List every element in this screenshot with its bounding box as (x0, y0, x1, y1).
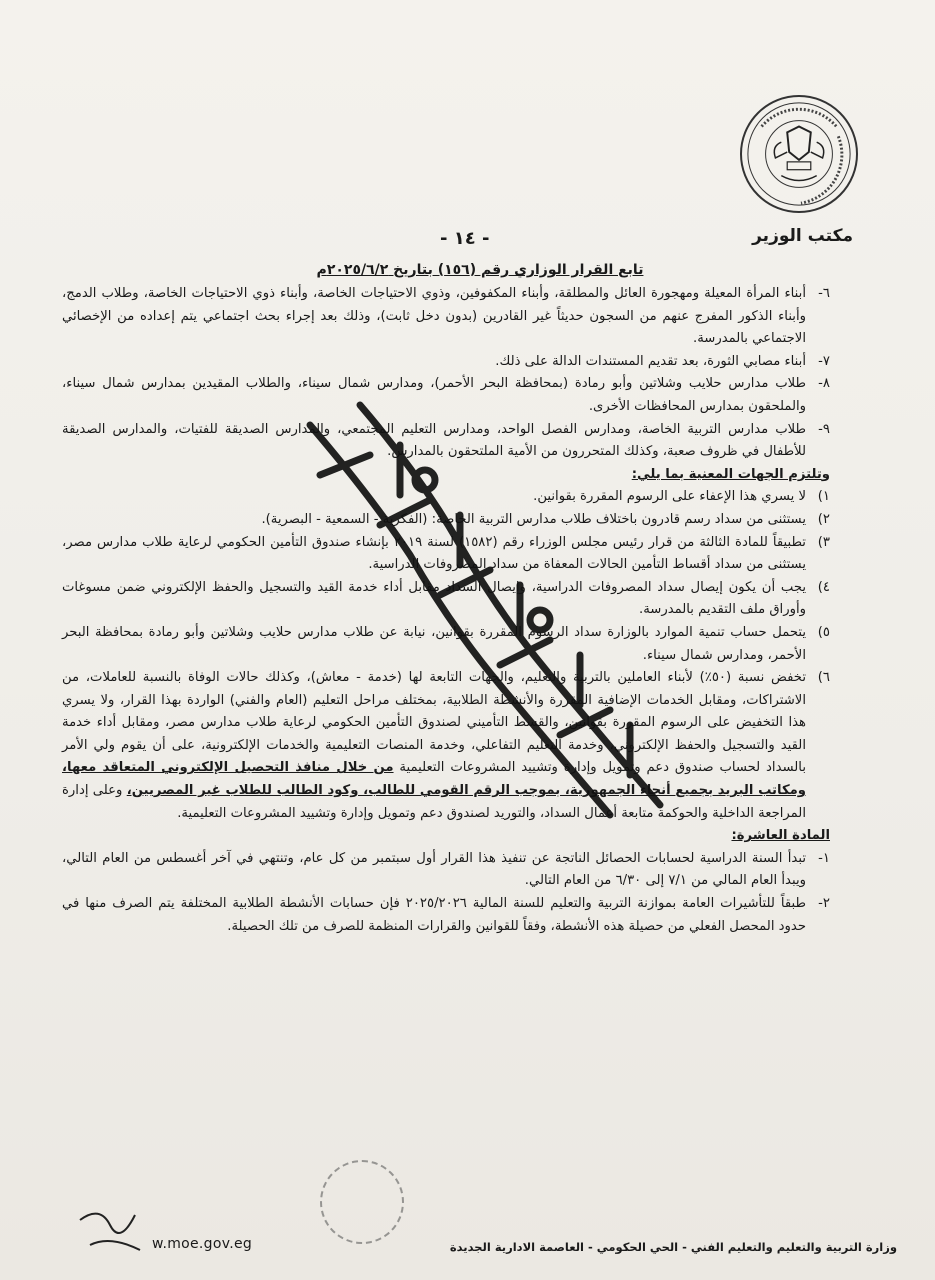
item-text (62, 893, 806, 938)
item-text (62, 848, 806, 893)
item-number: ٥) (817, 624, 830, 640)
item-text (62, 622, 806, 667)
list-item (62, 486, 830, 509)
item-text-part: تبدأ السنة الدراسية لحسابات الحصائل الناتجة عن تنفيذ هذا القرار أول سبتمبر من كل عام، وتنتهي في آخر أغسطس من العام التالي، ويبدأ العام المالي من ٧/١ إلى ٦/٣٠ من العام التالي. (62, 850, 806, 889)
list-item (62, 848, 830, 893)
office-label: مكتب الوزير (752, 226, 853, 246)
item-text (62, 577, 806, 622)
item-text-part: يتحمل حساب تنمية الموارد بالوزارة سداد الرسوم المقررة بقوانين، نيابة عن طلاب مدارس حلايب وشلاتين وأبو رمادة بمحافظة البحر الأحمر، ومدارس شمال سيناء. (62, 624, 806, 663)
item-number: ٤) (817, 579, 830, 595)
item-number: ٦) (817, 670, 830, 686)
item-text (62, 667, 806, 825)
round-seal (320, 1160, 404, 1244)
exemption-list (62, 283, 830, 464)
list-item (62, 351, 830, 374)
item-text-part: تطبيقاً للمادة الثالثة من قرار رئيس مجلس الوزراء رقم (١٥٨٢) لسنة ٢٠١٩ بإنشاء صندوق التأمين الحكومي لرعاية طلاب مدارس مصر، يستثنى من سداد أقساط التأمين الحالات المعفاة من سداد المصروفات الدراسية. (62, 534, 806, 573)
eagle-emblem-icon (742, 96, 856, 212)
item-emphasis: من خلال منافذ التحصيل الإلكتروني المتعاقد معها، ومكاتب البريد بجميع أنحاء الجمهورية، بموجب الرقم القومي للطالب، وكود الطالب للطلاب غير المصريين، (62, 760, 806, 799)
handwritten-signature (70, 1200, 150, 1260)
item-text (62, 351, 806, 374)
item-text (62, 419, 806, 464)
website-url[interactable]: w.moe.gov.eg (152, 1236, 253, 1252)
item-number: ١- (818, 850, 830, 866)
obligations-subheading: وتلتزم الجهات المعنية بما يلي: (631, 466, 830, 482)
item-number: ٣) (817, 534, 830, 550)
page-number: - ١٤ - (440, 228, 490, 249)
item-text-part: يستثنى من سداد رسم قادرون باختلاف طلاب مدارس التربية الخاصة: (الفكرية - السمعية - البصرية). (261, 511, 806, 527)
item-text-part: وعلى إدارة المراجعة الداخلية والحوكمة متابعة أعمال السداد، والتوريد لصندوق دعم وتمويل وإدارة وتشييد المشروعات التعليمية. (62, 783, 806, 821)
list-item (62, 893, 830, 938)
list-item (62, 667, 830, 825)
item-number: ٦- (818, 286, 830, 301)
list-item (62, 373, 830, 418)
item-text-part: لا يسري هذا الإعفاء على الرسوم المقررة بقوانين. (533, 489, 806, 505)
footer-address: وزارة التربية والتعليم والتعليم الفني - الحي الحكومي - العاصمة الادارية الجديدة (449, 1240, 897, 1254)
item-text-part: طلاب مدارس حلايب وشلاتين وأبو رمادة (بمحافظة البحر الأحمر)، ومدارس شمال سيناء، والطلاب المقيدين بمدارس شمال سيناء، والملحقون بمدارس المحافظات الأخرى. (62, 376, 806, 414)
item-text (62, 283, 806, 351)
list-item (62, 419, 830, 464)
item-text-part: يجب أن يكون إيصال سداد المصروفات الدراسية، وإيصال السداد مقابل أداء خدمة القيد والتسجيل والحفظ الإلكتروني ضمن مسوغات وأوراق ملف التقديم بالمدرسة. (62, 579, 806, 618)
item-number: ٢) (817, 511, 830, 527)
item-number: ١) (817, 489, 830, 505)
item-number: ٨- (818, 376, 830, 392)
decision-heading: تابع القرار الوزاري رقم (١٥٦) بتاريخ ٢٠٢٥/٦/٢م (316, 262, 644, 278)
item-number: ٧- (818, 353, 830, 369)
list-item (62, 283, 830, 351)
item-text (62, 373, 806, 418)
list-item (62, 509, 830, 532)
list-item (62, 532, 830, 577)
item-number: ٩- (818, 421, 830, 437)
list-item (62, 622, 830, 667)
item-text-part: طبقاً للتأشيرات العامة بموازنة التربية والتعليم للسنة المالية ٢٠٢٥/٢٠٢٦ فإن حسابات الأنشطة الطلابية المختلفة يتم الصرف منها في حدود المحصل الفعلي من حصيلة هذه الأنشطة، وفقاً للقوانين والقرارات المنظمة للصرف من تلك الحصيلة. (62, 896, 807, 934)
obligations-list (62, 486, 830, 825)
item-text (62, 532, 806, 577)
item-text-part: أبناء مصابي الثورة، بعد تقديم المستندات الدالة على ذلك. (495, 353, 806, 369)
list-item (62, 577, 830, 622)
item-text-part: تخفض نسبة (٥٠٪) لأبناء العاملين بالتربية والتعليم، والجهات التابعة لها (خدمة - معاش)، وكذلك حالات الوفاة بالنسبة للعاملات، من الاشتراكات، ومقابل الخدمات الإضافية المقررة والأنشطة الطلابية، بمختلف مراحل التعليم (العام والفني) الواردة بهذا القرار، ولا يسري هذا التخفيض على الرسوم المقررة بقوانين، والقسط التأميني لصندوق التأمين الحكومي لرعاية طلاب مدارس مصر، ومقابل أداء خدمة القيد والتسجيل والحفظ الإلكتروني، وخدمة التعليم التفاعلي، وخدمة المنصات التعليمية والخدمات الإلكترونية، على أن يقوم ولي الأمر بالسداد لحساب صندوق دعم وتمويل وإدارة وتشييد المشروعات التعليمية (62, 670, 806, 776)
article-ten-list (62, 848, 830, 938)
ministry-crest-logo (740, 95, 858, 213)
item-text-part: طلاب مدارس التربية الخاصة، ومدارس الفصل الواحد، ومدارس التعليم المجتمعي، والمدارس الصديقة للفتيات، والمدارس الصديقة للأطفال في ظروف صعبة، وكذلك المتحررون من الأمية الملتحقون بالمدارس. (62, 421, 806, 460)
decision-body (62, 283, 830, 938)
item-text-part: أبناء المرأة المعيلة ومهجورة العائل والمطلقة، وأبناء المكفوفين، وذوي الاحتياجات الخاصة، وأبناء ذوي الاحتياجات الخاصة، وطلاب الدمج، وأبناء الذكور المفرج عنهم من السجون حديثاً غير القادرين (بدون دخل ثابت)، وذلك بعد إجراء بحث اجتماعي يتم إعداده من الإخصائي الاجتماعي بالمدرسة. (62, 286, 806, 347)
item-text (62, 486, 806, 509)
item-number: ٢- (818, 896, 830, 912)
item-text (62, 509, 806, 532)
article-ten-title: المادة العاشرة: (731, 828, 830, 844)
